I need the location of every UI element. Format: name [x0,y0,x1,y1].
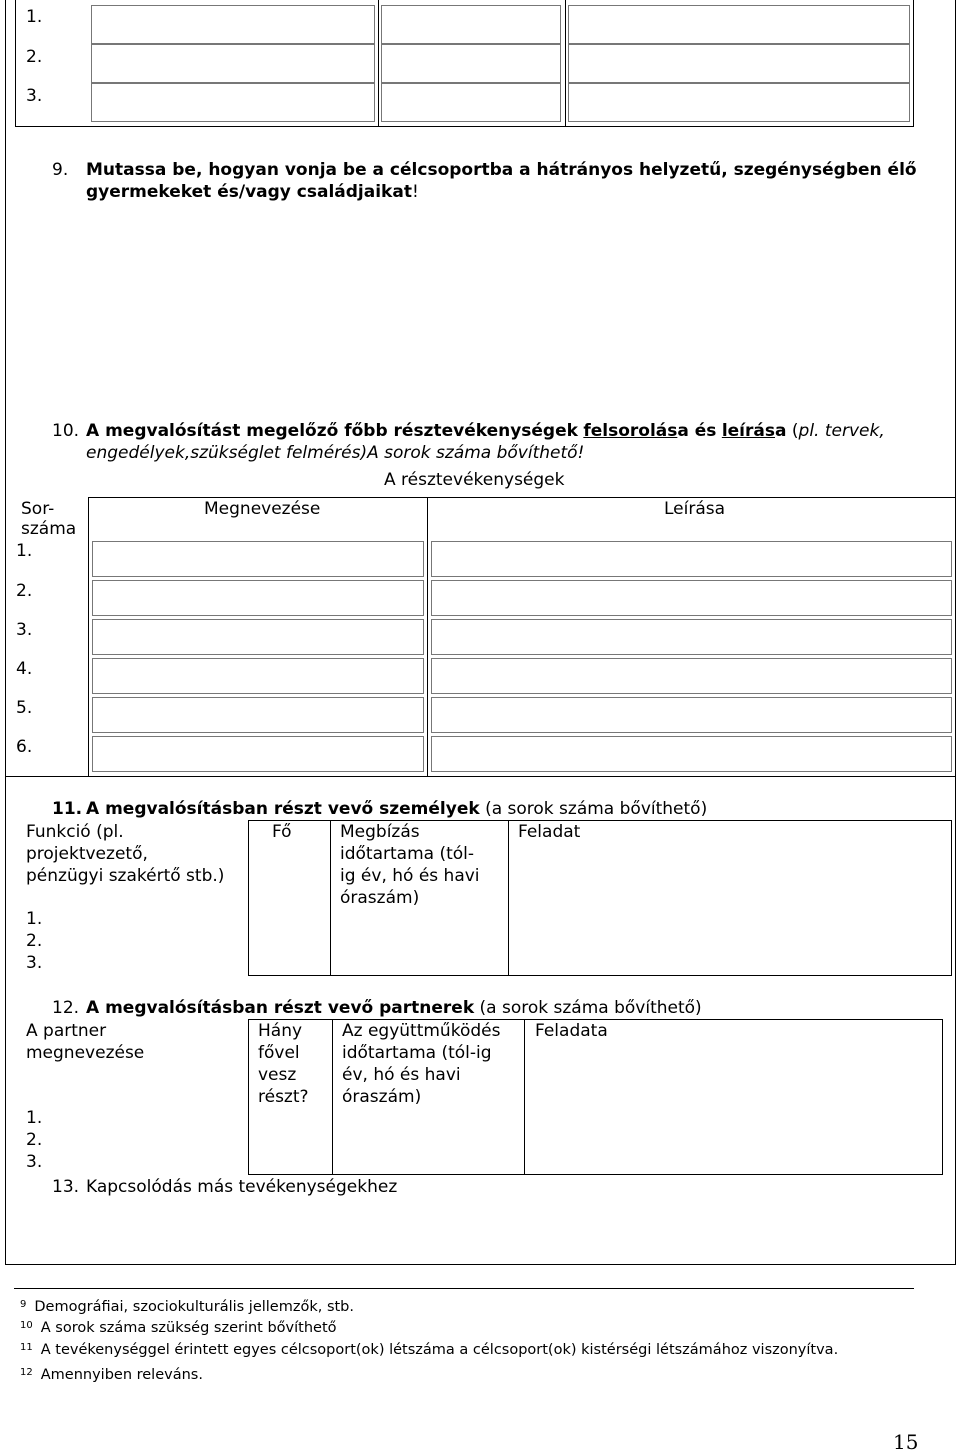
column-header: Hány [258,1021,303,1041]
outer-frame-right [955,0,956,1264]
question-number: 13. [52,1177,80,1197]
row-number: 3. [26,953,43,973]
column-header: Funkció (pl. [26,822,124,842]
row-number: 4. [16,659,33,679]
footnote: $^{11}$ A tevékenységgel érintett egyes célcsoport(ok) létszáma a célcsoport(ok) kistérségi létszámához viszonyítva. [20,1342,839,1358]
column-header: projektvezető, [26,844,148,864]
question-text: Mutassa be, hogyan vonja be a célcsoportba a hátrányos helyzetű, szegénységben élő [86,160,917,180]
row-number: 6. [16,737,33,757]
column-header: Leírása [664,499,726,519]
column-header: Fő [272,822,292,842]
footnote: $^{10}$ A sorok száma szükség szerint bővíthető [20,1320,337,1336]
column-header: ig év, hó és havi [340,866,480,886]
column-header: időtartama (tól- [340,844,475,864]
row-number: 3. [16,620,33,640]
column-header: száma [21,519,77,539]
column-header: részt? [258,1087,309,1107]
row-number: 2. [26,47,43,67]
column-header: Feladat [518,822,581,842]
column-header: Megbízás [340,822,420,842]
question-number: 9. [52,160,69,180]
column-header: év, hó és havi [342,1065,461,1085]
row-number: 1. [26,909,43,929]
question-text: A megvalósításban részt vevő személyek (a sorok száma bővíthető) [86,799,708,819]
column-header: A partner [26,1021,107,1041]
question-text: gyermekeket és/vagy családjaikat [86,182,412,202]
row-number: 1. [26,1108,43,1128]
question-text: A megvalósításban részt vevő partnerek (a sorok száma bővíthető) [86,998,702,1018]
question-text: Kapcsolódás más tevékenységekhez [86,1177,398,1197]
question-text: engedélyek,szükséglet felmérés)A sorok száma bővíthető! [86,443,585,463]
question-number: 11. [52,799,83,819]
column-header: megnevezése [26,1043,145,1063]
column-header: Feladata [535,1021,608,1041]
column-header: pénzügyi szakértő stb.) [26,866,225,886]
group-header: A résztevékenységek [384,470,565,490]
outer-frame-left [5,0,6,1264]
column-header: vesz [258,1065,297,1085]
row-number: 2. [26,931,43,951]
footnote: $^{12}$ Amennyiben releváns. [20,1367,203,1383]
column-header: óraszám) [342,1087,422,1107]
question-number: 10. [52,421,80,441]
column-header: Sor- [21,499,55,519]
row-number: 1. [16,541,33,561]
row-number: 2. [16,581,33,601]
column-header: óraszám) [340,888,420,908]
question-text: A megvalósítást megelőző főbb résztevékenységek felsorolása és leírása (pl. tervek, [86,421,885,441]
column-header: időtartama (tól-ig [342,1043,492,1063]
footnote: $^9$ Demográfiai, szociokulturális jellemzők, stb. [20,1299,354,1315]
outer-frame-bottom [5,1264,956,1265]
row-number: 2. [26,1130,43,1150]
row-number: 5. [16,698,33,718]
footnote-separator [14,1288,914,1289]
row-number: 3. [26,1152,43,1172]
row-number: 1. [26,7,43,27]
column-header: fővel [258,1043,300,1063]
question-number: 12. [52,998,80,1018]
row-number: 3. [26,86,43,106]
column-header: Az együttműködés [342,1021,501,1041]
page-number: 15 [893,1430,919,1454]
column-header: Megnevezése [204,499,321,519]
